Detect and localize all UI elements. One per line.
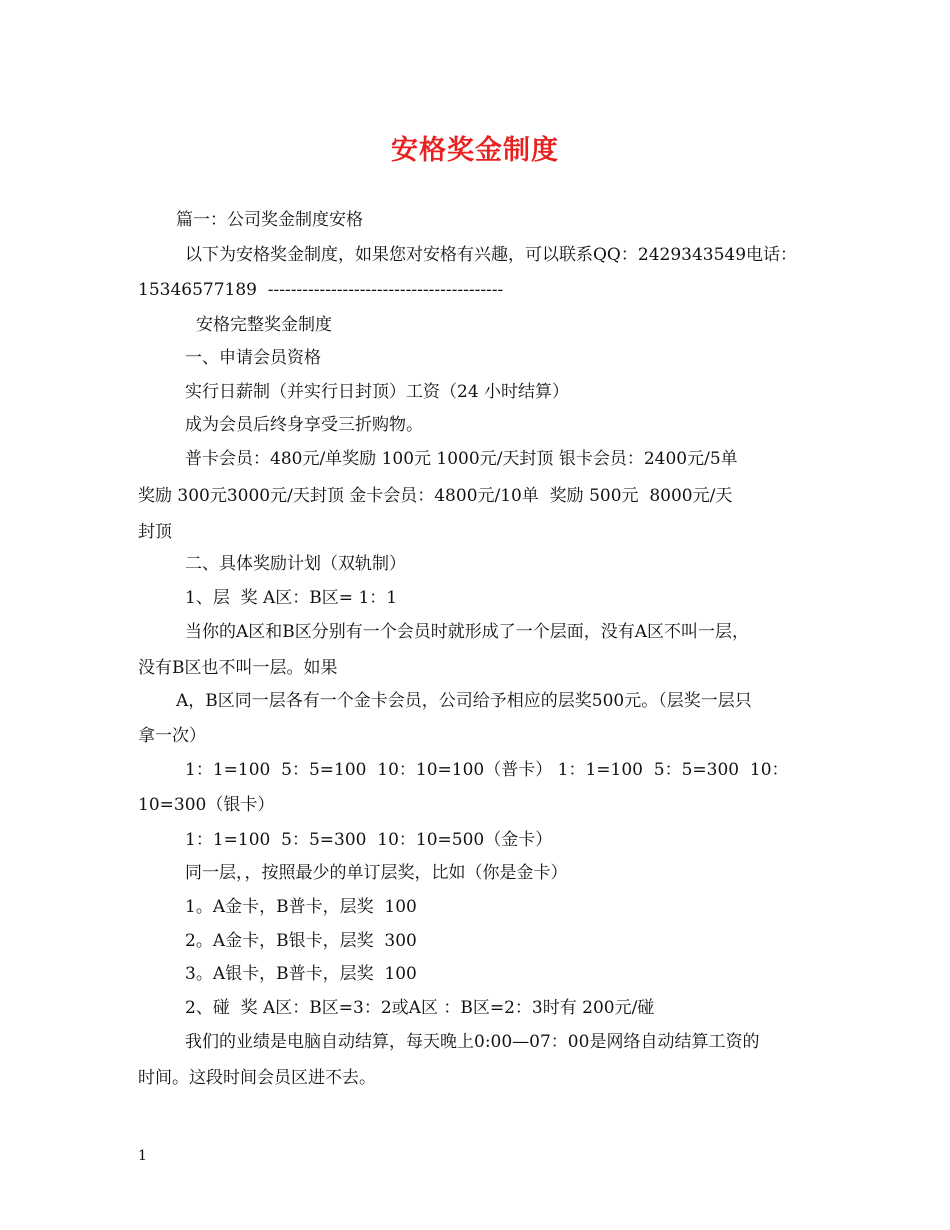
text-line: 成为会员后终身享受三折购物。 xyxy=(185,415,423,435)
text-line: 没有B区也不叫一层。如果 xyxy=(138,658,338,678)
text-line: 普卡会员：480元/单奖励 100元 1000元/天封顶 银卡会员：2400元/5单 xyxy=(185,449,738,469)
text-line: 以下为安格奖金制度，如果您对安格有兴趣，可以联系QQ：2429343549电话： xyxy=(185,245,798,265)
text-line: 奖励 300元3000元/天封顶 金卡会员：4800元/10单 奖励 500元 8000元/天 xyxy=(138,486,733,506)
section-heading: 安格完整奖金制度 xyxy=(196,315,332,335)
text-line: 时间。这段时间会员区进不去。 xyxy=(138,1068,376,1088)
text-line: 1：1=100 5：5=100 10：10=100（普卡） 1：1=100 5：5=300 10： xyxy=(185,760,789,780)
text-line: 同一层，，按照最少的单订层奖，比如（你是金卡） xyxy=(185,863,568,883)
text-line: 篇一：公司奖金制度安格 xyxy=(176,210,363,230)
text-line: 1、层 奖 A区：B区= 1：1 xyxy=(185,588,398,608)
text-line: 1：1=100 5：5=300 10：10=500（金卡） xyxy=(185,830,553,850)
text-line: 10=300（银卡） xyxy=(138,795,275,815)
section-heading: 一、申请会员资格 xyxy=(185,348,321,368)
section-heading: 二、具体奖励计划（双轨制） xyxy=(185,554,406,574)
text-line: A，B区同一层各有一个金卡会员，公司给予相应的层奖500元。（层奖一层只 xyxy=(176,691,752,711)
list-item: 1。A金卡，B普卡，层奖 100 xyxy=(185,897,417,917)
text-line: 当你的A区和B区分别有一个会员时就形成了一个层面，没有A区不叫一层， xyxy=(185,622,750,642)
page-number: 1 xyxy=(138,1148,147,1164)
text-line: 我们的业绩是电脑自动结算，每天晚上0:00—07：00是网络自动结算工资的 xyxy=(185,1032,760,1052)
text-line: 拿一次） xyxy=(138,726,206,746)
text-line: 实行日薪制（并实行日封顶）工资（24 小时结算） xyxy=(185,382,570,402)
text-line: 2、碰 奖 A区：B区=3：2或A区 ：B区=2：3时有 200元/碰 xyxy=(185,998,655,1018)
text-line: 封顶 xyxy=(138,522,172,542)
list-item: 2。A金卡，B银卡，层奖 300 xyxy=(185,931,417,951)
document-title: 安格奖金制度 xyxy=(391,135,559,166)
text-line: 15346577189 ----------------------------------------- xyxy=(138,280,504,300)
list-item: 3。A银卡，B普卡，层奖 100 xyxy=(185,964,417,984)
